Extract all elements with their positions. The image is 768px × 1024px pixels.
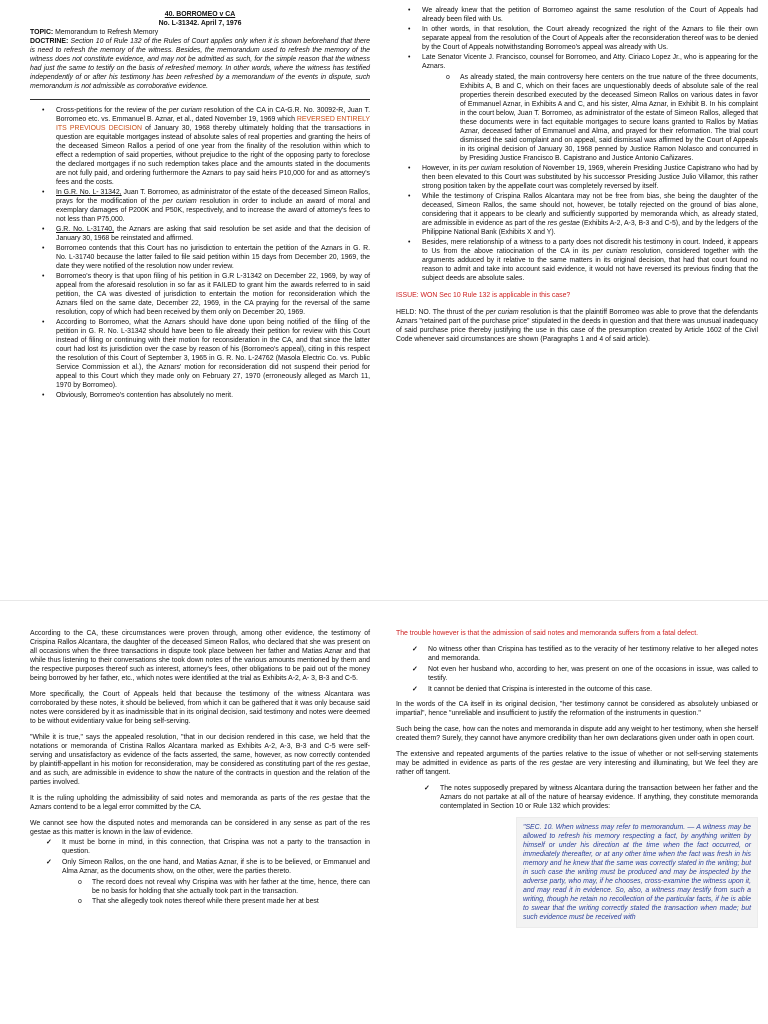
- text: However, in its: [422, 165, 469, 172]
- text: While the testimony of Crispina Rallos Alcantara may not be free from bias, she being the daughter of the deceased, Simeon Rallos, the same should not, however, be totally rejected on the ground of bias alone, considering that it appears to be clearly and sufficiently supported by memoranda which, as already stated, are admissible in evidence as part of the: [422, 193, 758, 227]
- case-title: 40. BORROMEO v CA: [164, 11, 236, 18]
- list-item: [42, 106, 370, 187]
- text: per curiam: [162, 198, 197, 205]
- topic-text: Memorandum to Refresh Memory: [55, 29, 159, 36]
- list-item: [42, 188, 370, 224]
- text: that the Aznars contend to be a legal error committed by the CA.: [30, 795, 370, 811]
- text: Only Simeon Rallos, on the one hand, and Matias Aznar, if she is to be believed, or Emmanuel and Alma Aznar, as the documents show, on the other, were the parties thereto.: [62, 859, 370, 875]
- text: , and as such, are admissible in evidence to show the nature of the contracts in question and the relation of the parties involved.: [30, 761, 370, 786]
- sub-list-item: o The record does not reveal why Crispina was with her father at the time, hence, there can be no basis for holding that she actually took part in the transaction.: [78, 878, 370, 896]
- check-list: [396, 784, 758, 811]
- text: resolution of the CA in CA-G.R. No. 30092-R, Juan T. Borromeo etc. vs. Emmanuel B. Aznar, et al., dated November 19, 1969 which: [56, 107, 370, 123]
- text: res gestae: [539, 760, 573, 767]
- check-item: ✓ It must be borne in mind, in this connection, that Crispina was not a party to the transaction in question.: [42, 838, 370, 856]
- text: the Aznars are asking that said resolution be set aside and that the decision of January 30, 1968 be reinstated and affirmed.: [56, 226, 370, 242]
- text: Juan T. Borromeo, as administrator of the estate of the deceased Simeon Rallos, prays for the modification of the: [56, 189, 371, 205]
- sub-list: [422, 73, 758, 163]
- check-item: ✓ It cannot be denied that Crispina is interested in the outcome of this case.: [408, 685, 758, 694]
- case-reference: In G.R. No. L- 31342,: [56, 189, 122, 196]
- text: res gestae: [335, 761, 369, 768]
- text: resolution is that the plaintiff Borromeo was able to prove that the defendants Aznars "retained part of the purchase price" stipulated in the deeds in question and that there was unusual inadequacy of said purchase price thereby justifying the use in this case of the presumption created by Article 1602 of the Civil Code whenever said circumstances are shown (Paragraphs 1 and 4 of said article).: [396, 309, 758, 343]
- list-item: [42, 225, 370, 243]
- page-separator: [0, 600, 768, 601]
- text: are very interesting and illuminating, but We feel they are rather off tangent.: [396, 760, 758, 776]
- doctrine-text: Section 10 of Rule 132 of the Rules of Court applies only when it is shown beforehand that there is need to refresh the memory of the witness. Besides, the memorandum used to refresh the memory of the witness does not constitute evidence, and may not be admitted as such, for the simple reason that the witness had just the same to testify on the basis of refreshed memory. In other words, where the witness has testified independently of or after his testimony has been refreshed by a memorandum of the events in dispute, such memorandum is not admissible as corroborative evidence.: [30, 38, 370, 90]
- text: resolution, considered together with the arguments adduced by it relative to the same matters in its original decision, that had that court found no reason to admit and take into account said evidence, it would not have reversed its previous finding that the subject deeds are absolute sales.: [422, 248, 758, 282]
- list-item: • Obviously, Borromeo's contention has absolutely no merit.: [42, 391, 370, 400]
- paragraph: Such being the case, how can the notes and memoranda in dispute add any weight to her testimony, when she herself created them? Surely, they cannot have anymore credibility than her own declarations given under oath in open court.: [396, 726, 758, 742]
- text: resolution in order to include an award of moral and exemplary damages of P200K and P50K, respectively, and to increase the award of attorney's fees to not less than P75,000.: [56, 198, 370, 223]
- text: res gestae: [309, 795, 344, 802]
- check-item: ✓ Not even her husband who, according to her, was present on one of the occasions in issue, was called to testify.: [408, 665, 758, 683]
- text: per curiam: [485, 309, 519, 316]
- case-reference: G.R. No. L-31740,: [56, 226, 115, 233]
- text: HELD: NO. The thrust of the: [396, 309, 486, 316]
- paragraph: We cannot see how the disputed notes and memoranda can be considered in any sense as part of the res gestae as this matter is known in the law of evidence.: [30, 820, 370, 836]
- sub-list: [62, 878, 370, 906]
- page-quadrant-bottom-right: [392, 623, 762, 1024]
- highlight-text: REVERSED ENTIRELY ITS PREVIOUS DECISION: [56, 116, 370, 132]
- text: (Exhibits A-2, A-3, B-3 and C-5), and by the ledgers of the Philippine National Bank (Exhibits X and Y).: [422, 220, 758, 236]
- list-item: [408, 192, 758, 237]
- case-number: No. L-31342. April 7, 1976: [158, 20, 242, 27]
- check-item: ✓ No witness other than Crispina has testified as to the veracity of her testimony relative to her alleged notes and memoranda.: [408, 645, 758, 663]
- list-item: [408, 164, 758, 191]
- paragraph: [30, 733, 370, 787]
- list-item: [408, 53, 758, 163]
- list-item: • Borromeo's theory is that upon filing of his petition in G.R L-31342 on December 22, 1969, by way of appeal from the aforesaid resolution in so far as it FAILED to grant him the awards referred to in said petition, the CA was divested of jurisdiction to entertain the motion for reconsideration which the Aznars filed on the same date, December 22, 1969, in the CA praying for the reversal of the same resolution, copy of which had been received by them only on December 20, 1969.: [42, 272, 370, 317]
- paragraph: In the words of the CA itself in its original decision, "her testimony cannot be considered as absolutely unbiased or impartial", hence "unreliable and insufficient to justify the reformation of the instruments in question.": [396, 701, 758, 717]
- paragraph: More specifically, the Court of Appeals held that because the testimony of the witness Alcantara was corroborated by these notes, it should be believed, from which it can be gathered that it was only because said notes were considered by it as inadmissible that in its original decision, said testimony and notes were deemed to be without evidentiary value for being self-serving.: [30, 691, 370, 725]
- lead-paragraph: The trouble however is that the admission of said notes and memoranda suffers from a fatal defect.: [396, 630, 699, 637]
- page-quadrant-bottom-left: [26, 623, 374, 1024]
- text: per curiam: [168, 107, 202, 114]
- check-item: [42, 858, 370, 906]
- list-item: • Borromeo contends that this Court has no jurisdiction to entertain the petition of the Aznars in G. R. No. L-31740 because the latter failed to file said petition within 15 days from December 20, 1969, the date they were notified of the resolution now under review.: [42, 244, 370, 271]
- list-item: • In other words, in that resolution, the Court already recognized the right of the Aznars to file their own separate appeal from the resolution of the Court of Appeals after the reconsideration thereof was to be denied by the Court of Appeals notwithstanding Borromeo's appeal was already with Us.: [408, 25, 758, 52]
- sub-list-item: o As already stated, the main controversy here centers on the true nature of the three documents, Exhibits A, B and C, which on their faces are unquestionably deeds of absolute sale of the real properties therein described executed by the deceased Simeon Rallos on various dates in favor of Emmanuel Aznar, in Exhibits A and C, and his sister, Alma Aznar, in Exhibit B. In his complaint in the court below, Juan T. Borromeo, as administrator of the estate of Simeon Rallos, alleged that these documents were in fact equitable mortgages to secure loans granted to Rallos by Matias Aznar, deceased father of Emmanuel and Alma, and prayed for their reformation. The trial court dismissed the said complaint and on appeal, said dismissal was affirmed by the Court of Appeals in its original decision of January 30, 1968 penned by Justice Ramon Nolasco and concurred in by Presiding Justice Francisco B. Capistrano and Justice Antonio Cañizares.: [446, 73, 758, 163]
- text: It is the ruling upholding the admissibility of said notes and memoranda as parts of the: [30, 795, 310, 802]
- text: res gestae: [547, 220, 580, 227]
- text: resolution of November 19, 1969, wherein Presiding Justice Capistrano who had by then been elevated to this Court was substituted by his successor Presiding Justice Julio Villamor, this rather strong position taken by the appellate court was completely reversed by itself.: [422, 165, 758, 190]
- topic-label: TOPIC:: [30, 29, 54, 36]
- doctrine-label: DOCTRINE:: [30, 38, 69, 45]
- page-quadrant-top-left: [26, 0, 374, 551]
- sub-list-item: o That she allegedly took notes thereof while there present made her at best: [78, 897, 370, 906]
- held-paragraph: [396, 308, 758, 344]
- issue-heading: ISSUE: WON Sec 10 Rule 132 is applicable in this case?: [396, 292, 571, 299]
- facts-list: [30, 106, 370, 400]
- rule-quote: "SEC. 10. When witness may refer to memorandum. — A witness may be allowed to refresh his memory respecting a fact, by anything written by himself or under his direction at the time when the fact occurred, or immediately thereafter, or at any other time when the fact was fresh in his memory and he knew that the same was correctly stated in the writing; but in such case the writing must be produced and may be inspected by the adverse party, who may, if he chooses, cross-examine the witness upon it, and may read it in evidence. So, also, a witness may testify from such a writing, though he retain no recollection of the particular facts, if he is able to swear that the writing correctly stated the transaction when made; but such evidence must be received with: [516, 817, 758, 928]
- text: per curiam: [468, 165, 502, 172]
- check-item: ✓ The notes supposedly prepared by witness Alcantara during the transaction between her father and the Aznars do not partake at all of the nature of hearsay evidence. If anything, they constitute memoranda contemplated in Section 10 or Rule 132 which provides:: [420, 784, 758, 811]
- text: The extensive and repeated arguments of the parties relative to the issue of whether or not self-serving statements may be admitted in evidence as parts of the: [396, 751, 758, 767]
- text: Besides, mere relationship of a witness to a party does not discredit his testimony in court. Indeed, it appears to Us from the above ratiocination of the CA in its: [422, 239, 758, 255]
- text: Cross-petitions for the review of the: [56, 107, 169, 114]
- check-list: [30, 838, 370, 906]
- text: of January 30, 1968 thereby ultimately holding that the transactions in question are equitable mortgages instead of absolute sales of real properties and granting the heirs of the deceased Simeon Rallos a period of one year from the finality of the resolution within which to effect a redemption of said properties, without prejudice to the right of the opposing party to foreclose the declared mortgages if no such redemption takes place and the amounts stated in the documents are not fully paid, and ordering furthermore the Aznars to pay said heirs P10,000 for and as attorney's fees and the costs.: [56, 125, 371, 186]
- doctrine: [30, 37, 370, 91]
- check-list: [396, 645, 758, 694]
- divider: [30, 99, 370, 100]
- paragraph: According to the CA, these circumstances were proven through, among other evidence, the testimony of Crispina Rallos Alcantara, the daughter of the deceased Simeon Rallos, who declared that she was present on all occasions when the three transactions in dispute took place between her father and Matias Aznar and that while thus listening to their conversations she took down notes of the various amounts mentioned by them and the respective purposes thereof such as interest, attorney's fees, other obligations to be paid out of the money being borrowed by her father, etc., which notes were identified at the trial as Exhibits A-2, A- 3, B-3 and C-5.: [30, 630, 370, 682]
- list-item: • According to Borromeo, what the Aznars should have done upon being notified of the filing of the petition in G. R. No. L-31342 should have been to file already their petition for review with this Court instead of filing or continuing with their motion for reconsideration in the CA, and that since the latter court had lost its jurisdiction over the case by reason of his (Borromeo's appeal), citing in this respect the resolution of this Court of September 3, 1965 in G. R. No. L-24762 (Masola Electric Co. vs. Public Service Commission et al.), the Aznars' motion for reconsideration did not suspend their period for appeal to this Court which they made only on February 27, 1970 (erroneously alleged as March 11, 1970 by Borromeo).: [42, 318, 370, 390]
- text: "While it is true," says the appealed resolution, "that in our decision rendered in this case, we held that the notations or memoranda of Cristina Rallos Alcantara marked as Exhibits A-2, A-3, B-3 and C-5 were self-serving and unsatisfactory as evidence of the facts asserted, the same, however, as now correctly contended by plaintiff-appellant in his motion for reconsideration, may be considered as constituting part of the: [30, 734, 370, 768]
- text: Late Senator Vicente J. Francisco, counsel for Borromeo, and Atty. Ciriaco Lopez Jr., who is appearing for the Aznars.: [422, 54, 758, 70]
- topic-line: [30, 28, 370, 37]
- text: per curiam: [592, 248, 627, 255]
- paragraph: [396, 750, 758, 777]
- facts-list-continued: [396, 6, 758, 283]
- list-item: [408, 238, 758, 283]
- list-item: • We already knew that the petition of Borromeo against the same resolution of the Court of Appeals had already been filed with Us.: [408, 6, 758, 24]
- paragraph: [30, 794, 370, 812]
- page-quadrant-top-right: [392, 0, 762, 551]
